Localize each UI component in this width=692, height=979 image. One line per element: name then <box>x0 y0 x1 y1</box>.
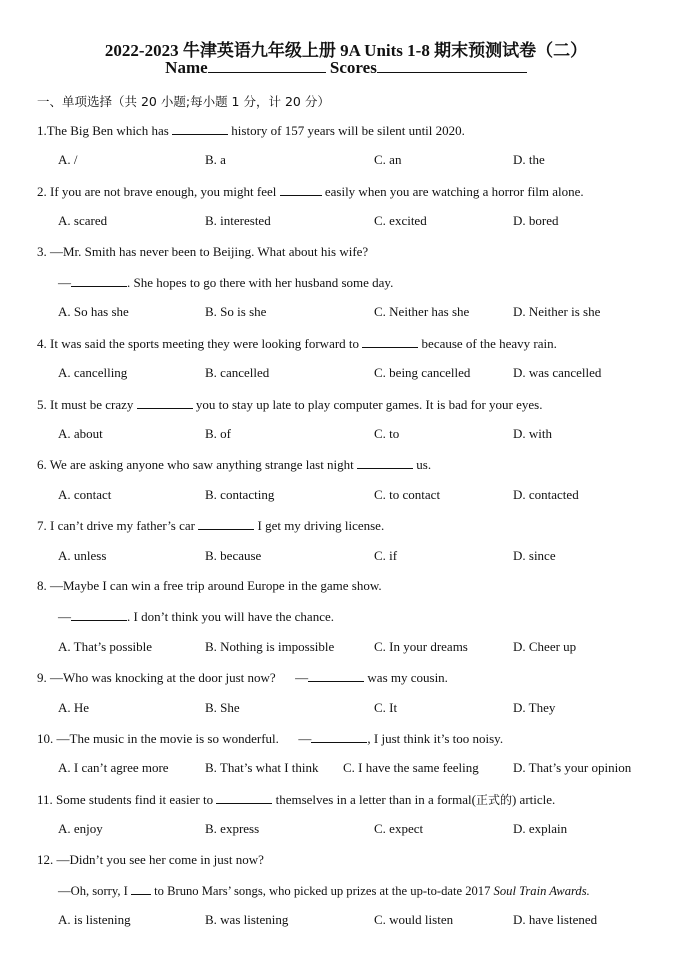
answer-blank <box>308 669 364 682</box>
option-d: D. since <box>513 548 556 563</box>
name-blank <box>208 60 326 73</box>
question-number: 11. <box>37 792 53 807</box>
option-b: B. a <box>205 152 226 167</box>
question-12 <box>37 852 264 868</box>
option-b: B. express <box>205 821 260 836</box>
question-number: 12. <box>37 852 54 867</box>
question-text: —Didn’t you see her come in just now? <box>56 852 264 867</box>
question-number: 5. <box>37 397 47 412</box>
question-12-response <box>58 882 590 899</box>
option-b: B. interested <box>205 213 271 228</box>
question-text: We are asking anyone who saw anything strange last night <box>49 457 354 472</box>
option-a: A. contact <box>58 487 112 502</box>
question-text: ) article. <box>511 792 556 807</box>
answer-blank <box>137 396 193 409</box>
section-heading: 一、单项选择（共 20 小题;每小题 1 分，计 20 分） <box>37 94 330 109</box>
option-c: C. would listen <box>374 912 454 927</box>
option-b: B. She <box>205 700 240 715</box>
answer-blank <box>280 183 322 196</box>
option-a: A. scared <box>58 213 108 228</box>
question-text: —Who was knocking at the door just now? <box>50 670 276 685</box>
question-number: 2. <box>37 184 47 199</box>
question-text: I get my driving license. <box>257 518 385 533</box>
question-text: . She hopes to go there with her husband some day. <box>127 275 394 290</box>
exam-title: 2022-2023 牛津英语九年级上册 9A Units 1-8 期末预测试卷（二） <box>104 41 588 60</box>
question-text: to Bruno Mars’ songs, who picked up prizes at the up-to-date 2017 <box>154 884 491 898</box>
dash: — <box>295 670 309 685</box>
option-c: C. In your dreams <box>374 639 468 654</box>
question-text: —Maybe I can win a free trip around Europe in the game show. <box>50 578 382 593</box>
question-text: Some students find it easier to <box>56 792 214 807</box>
question-6 <box>37 456 431 473</box>
question-number: 4. <box>37 336 47 351</box>
answer-blank <box>362 335 418 348</box>
option-a: A. about <box>58 426 103 441</box>
question-5 <box>37 396 542 413</box>
option-a: A. / <box>58 152 78 167</box>
option-b: B. contacting <box>205 487 275 502</box>
question-1 <box>37 122 465 139</box>
option-c: C. being cancelled <box>374 365 471 380</box>
option-d: D. Neither is she <box>513 304 601 319</box>
question-2 <box>37 183 584 200</box>
option-b: B. Nothing is impossible <box>205 639 335 654</box>
option-c: C. if <box>374 548 398 563</box>
option-d: D. Cheer up <box>513 639 577 654</box>
dash: — <box>58 275 71 290</box>
question-text: It was said the sports meeting they were looking forward to <box>50 336 360 351</box>
option-d: D. explain <box>513 821 568 836</box>
question-text: , I just think it’s too noisy. <box>367 731 504 746</box>
chinese-gloss: 正式的 <box>475 793 512 807</box>
option-c: C. an <box>374 152 402 167</box>
option-a: A. So has she <box>58 304 129 319</box>
question-number: 6. <box>37 457 47 472</box>
scores-blank <box>377 60 527 73</box>
italic-title: Soul Train Awards. <box>493 884 590 898</box>
option-a: A. cancelling <box>58 365 128 380</box>
question-text: —Oh, sorry, I <box>58 884 128 898</box>
name-scores-line <box>0 58 692 78</box>
option-d: D. They <box>513 700 556 715</box>
name-label: Name <box>165 58 208 77</box>
question-7 <box>37 517 384 534</box>
option-d: D. bored <box>513 213 559 228</box>
question-number: 10. <box>37 731 54 746</box>
question-8 <box>37 578 382 594</box>
answer-blank <box>311 730 367 743</box>
option-c: C. to <box>374 426 400 441</box>
question-text: you to stay up late to play computer games. It is bad for your eyes. <box>195 397 543 412</box>
question-number: 9. <box>37 670 47 685</box>
option-c: C. Neither has she <box>374 304 470 319</box>
question-text: because of the heavy rain. <box>421 336 557 351</box>
question-11 <box>37 791 555 808</box>
question-text: was my cousin. <box>367 670 448 685</box>
option-c: C. It <box>374 700 398 715</box>
option-c: C. to contact <box>374 487 441 502</box>
option-b: B. was listening <box>205 912 289 927</box>
dash: — <box>58 609 71 624</box>
option-b: B. of <box>205 426 231 441</box>
option-d: D. have listened <box>513 912 598 927</box>
answer-blank <box>198 517 254 530</box>
answer-blank <box>216 791 272 804</box>
option-d: D. with <box>513 426 552 441</box>
question-text: us. <box>416 457 432 472</box>
question-number: 1. <box>37 123 47 138</box>
question-text: easily when you are watching a horror film alone. <box>324 184 584 199</box>
question-text: . I don’t think you will have the chance. <box>127 609 334 624</box>
question-text: history of 157 years will be silent until 2020. <box>231 123 465 138</box>
question-number: 7. <box>37 518 47 533</box>
question-4 <box>37 335 557 352</box>
option-d: D. the <box>513 152 545 167</box>
option-a: A. I can’t agree more <box>58 760 169 775</box>
question-text: The Big Ben which has <box>46 123 169 138</box>
question-text: If you are not brave enough, you might feel <box>50 184 277 199</box>
question-text: I can’t drive my father’s car <box>50 518 195 533</box>
question-text: It must be crazy <box>50 397 134 412</box>
answer-blank <box>357 456 413 469</box>
question-3 <box>37 244 368 260</box>
option-d: D. was cancelled <box>513 365 602 380</box>
question-text: themselves in a letter than in a formal( <box>275 792 476 807</box>
option-a: A. He <box>58 700 90 715</box>
option-d: D. contacted <box>513 487 579 502</box>
question-text: —Mr. Smith has never been to Beijing. What about his wife? <box>50 244 369 259</box>
option-a: A. That’s possible <box>58 639 153 654</box>
option-a: A. is listening <box>58 912 131 927</box>
question-text: —The music in the movie is so wonderful. <box>56 731 279 746</box>
question-8-response <box>58 608 334 625</box>
answer-blank <box>71 608 127 621</box>
option-b: B. That’s what I think <box>205 760 319 775</box>
option-c: C. excited <box>374 213 427 228</box>
option-c: C. expect <box>374 821 424 836</box>
scores-label: Scores <box>329 58 377 77</box>
question-number: 8. <box>37 578 47 593</box>
option-d: D. That’s your opinion <box>513 760 632 775</box>
question-number: 3. <box>37 244 47 259</box>
option-a: A. unless <box>58 548 107 563</box>
option-b: B. cancelled <box>205 365 270 380</box>
question-9 <box>37 669 448 686</box>
answer-blank <box>172 122 228 135</box>
question-3-response <box>58 274 393 291</box>
option-b: B. So is she <box>205 304 267 319</box>
question-10 <box>37 730 503 747</box>
option-b: B. because <box>205 548 262 563</box>
answer-blank <box>131 882 151 895</box>
option-c: C. I have the same feeling <box>343 760 479 775</box>
option-a: A. enjoy <box>58 821 103 836</box>
dash: — <box>298 731 312 746</box>
answer-blank <box>71 274 127 287</box>
